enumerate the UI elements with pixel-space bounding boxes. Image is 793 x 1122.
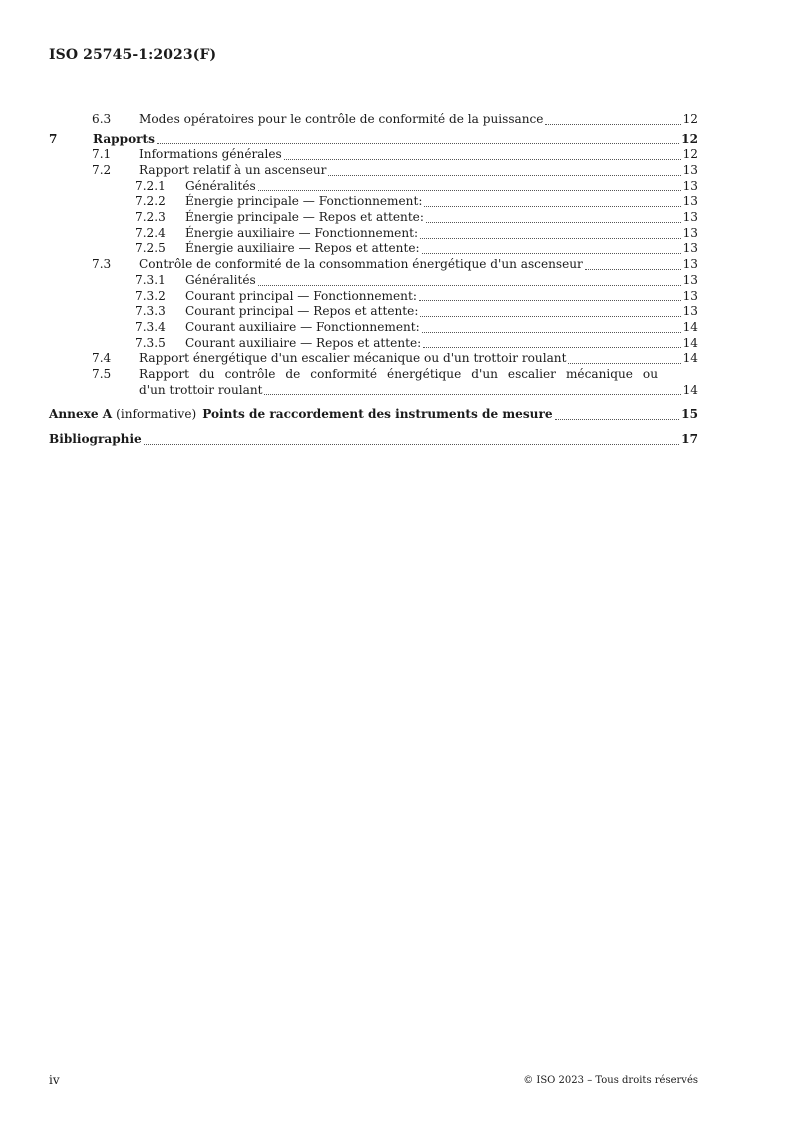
toc-number: 7.2.3 [135, 210, 166, 225]
dot-leader [328, 175, 680, 176]
toc-entry-7-1[interactable] [49, 147, 698, 163]
toc-title: Courant auxiliaire — Repos et attente: [185, 335, 422, 350]
toc-title: Énergie principale — Fonctionnement: [185, 194, 423, 209]
toc-number: 7.3.3 [135, 304, 166, 319]
toc-page: 13 [682, 225, 698, 240]
toc-page: 13 [682, 257, 698, 272]
toc-number: 7.5 [92, 366, 112, 381]
toc-entry-7-3-5[interactable] [49, 336, 698, 352]
toc-number: 7.3.2 [135, 288, 166, 303]
toc-number: 7.4 [92, 351, 112, 366]
toc-number: 7.1 [92, 147, 112, 162]
dot-leader [157, 143, 679, 144]
toc-title-line2: d'un trottoir roulant [139, 382, 263, 397]
toc-entry-7-2-3[interactable] [49, 210, 698, 226]
toc-page: 14 [682, 319, 698, 334]
dot-leader [568, 363, 680, 364]
toc-number: 7 [49, 131, 58, 146]
dot-leader [424, 206, 680, 207]
annex-type: (informative) [116, 407, 197, 422]
toc-page: 14 [682, 351, 698, 366]
toc-title: Énergie principale — Repos et attente: [185, 210, 424, 225]
toc-title: Informations générales [139, 147, 282, 162]
toc-entry-annex-a[interactable] [49, 407, 698, 423]
toc-entry-7-3-2[interactable] [49, 289, 698, 305]
dot-leader [144, 444, 679, 445]
dot-leader [258, 190, 681, 191]
dot-leader [585, 269, 681, 270]
toc-number: 7.3 [92, 257, 112, 272]
toc-entry-bibliography[interactable] [49, 432, 698, 448]
toc-title: Énergie auxiliaire — Fonctionnement: [185, 225, 419, 240]
bibliography-title: Bibliographie [49, 432, 142, 447]
dot-leader [555, 419, 680, 420]
annex-title: Points de raccordement des instruments de mesure [202, 407, 553, 422]
toc-number: 7.3.4 [135, 319, 166, 334]
toc-number: 7.3.1 [135, 272, 166, 287]
toc-title-line1: Rapport du contrôle de conformité énergétique d'un escalier mécanique ou [139, 366, 658, 381]
toc-page: 15 [681, 407, 698, 422]
toc-title: Modes opératoires pour le contrôle de conformité de la puissance [139, 111, 544, 126]
toc-title: Courant principal — Repos et attente: [185, 304, 419, 319]
toc-number: 7.3.5 [135, 335, 166, 350]
toc-title: Contrôle de conformité de la consommation énergétique d'un ascenseur [139, 257, 583, 272]
toc-page: 13 [682, 272, 698, 287]
toc-page: 13 [682, 304, 698, 319]
toc-entry-7-2-2[interactable] [49, 194, 698, 210]
toc-page: 13 [682, 210, 698, 225]
toc-page: 12 [682, 111, 698, 126]
toc-title: Énergie auxiliaire — Repos et attente: [185, 241, 420, 256]
dot-leader [545, 124, 680, 125]
annex-label: Annexe A [49, 407, 113, 422]
toc-title: Généralités [185, 272, 256, 287]
toc-page: 14 [682, 335, 698, 350]
page-number: iv [49, 1073, 60, 1087]
toc-title: Rapports [93, 131, 155, 146]
dot-leader [422, 332, 681, 333]
dot-leader [284, 159, 681, 160]
toc-page: 12 [682, 147, 698, 162]
toc-number: 7.2.1 [135, 178, 166, 193]
toc-title: Courant principal — Fonctionnement: [185, 288, 417, 303]
toc-entry-7-4[interactable] [49, 351, 698, 367]
dot-leader [419, 300, 681, 301]
toc-entry-6-3[interactable] [49, 112, 698, 128]
toc-page: 13 [682, 178, 698, 193]
toc-number: 6.3 [92, 111, 112, 126]
toc-title: Rapport relatif à un ascenseur [139, 163, 327, 178]
toc-page: 13 [682, 194, 698, 209]
dot-leader [422, 253, 681, 254]
toc-page: 13 [682, 288, 698, 303]
toc-number: 7.2 [92, 163, 112, 178]
toc-entry-7-2-5[interactable] [49, 242, 698, 258]
toc-page: 14 [682, 382, 698, 397]
toc-entry-7-3-3[interactable] [49, 304, 698, 320]
toc-entry-7-5[interactable] [49, 367, 698, 398]
dot-leader [420, 316, 680, 317]
dot-leader [264, 394, 680, 395]
toc-page: 17 [681, 432, 698, 447]
dot-leader [423, 347, 680, 348]
toc-title: Courant auxiliaire — Fonctionnement: [185, 319, 420, 334]
toc-page: 13 [682, 241, 698, 256]
toc-number: 7.2.5 [135, 241, 166, 256]
toc-page: 13 [682, 163, 698, 178]
document-id: ISO 25745-1:2023(F) [49, 47, 217, 63]
dot-leader [426, 222, 681, 223]
toc-entry-7-2-1[interactable] [49, 179, 698, 195]
dot-leader [420, 238, 681, 239]
toc-title: Rapport énergétique d'un escalier mécanique ou d'un trottoir roulant [139, 351, 567, 366]
toc-entry-7-3-1[interactable] [49, 273, 698, 289]
toc-entry-7-3-4[interactable] [49, 320, 698, 336]
copyright-notice: © ISO 2023 – Tous droits réservés [523, 1075, 698, 1086]
toc-entry-7-3[interactable] [49, 257, 698, 273]
toc-entry-7-2-4[interactable] [49, 226, 698, 242]
toc-number: 7.2.4 [135, 225, 166, 240]
toc-number: 7.2.2 [135, 194, 166, 209]
toc-page: 12 [681, 131, 698, 146]
dot-leader [258, 285, 681, 286]
toc-entry-7-2[interactable] [49, 163, 698, 179]
toc-entry-7[interactable] [49, 132, 698, 148]
table-of-contents [49, 112, 698, 448]
toc-title: Généralités [185, 178, 256, 193]
